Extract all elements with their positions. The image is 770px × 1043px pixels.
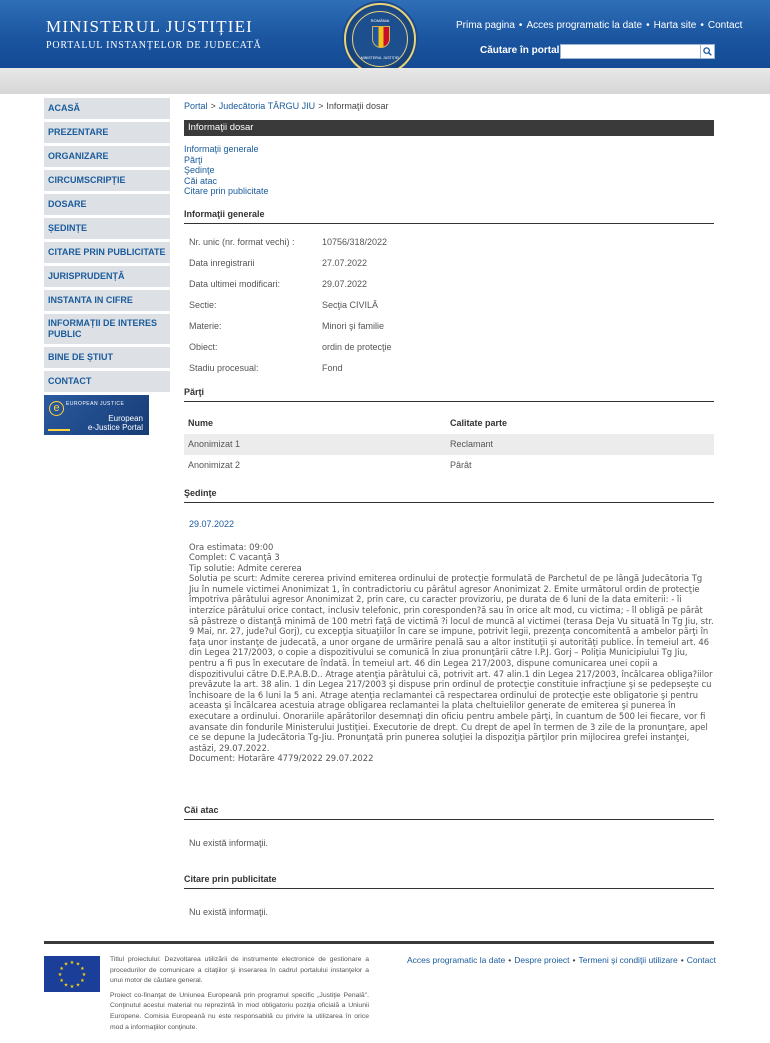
sidebar-item-prezentare[interactable]: PREZENTARE <box>44 122 170 143</box>
top-nav <box>456 20 742 31</box>
info-value: 29.07.2022 <box>322 279 368 289</box>
info-label: Materie: <box>189 321 222 331</box>
footer-divider <box>44 941 714 944</box>
info-value: 27.07.2022 <box>322 258 368 268</box>
breadcrumb-judecatoria[interactable]: Judecătoria TÂRGU JIU <box>218 101 316 111</box>
ejustice-line1: European <box>108 414 143 423</box>
sidebar-item-bine-de-stiut[interactable]: BINE DE ȘTIUT <box>44 347 170 368</box>
cai-atac-empty-text: Nu există informaţii. <box>189 837 269 848</box>
info-label: Data inregistrarii <box>189 258 255 268</box>
emblem-bottom-text: MINISTERUL JUSTIȚIEI <box>360 56 400 60</box>
info-value: Secţia CIVILĂ <box>322 300 379 310</box>
site-subtitle: PORTALUL INSTANȚELOR DE JUDECATĂ <box>46 40 262 51</box>
svg-text:★: ★ <box>69 960 75 966</box>
svg-text:★: ★ <box>80 978 85 984</box>
table-row <box>184 455 714 476</box>
anchor-citare[interactable]: Citare prin publicitate <box>184 186 269 196</box>
breadcrumb-current: Informaţii dosar <box>326 101 389 111</box>
site-header <box>0 0 770 68</box>
svg-text:★: ★ <box>59 978 64 984</box>
sidebar-nav <box>44 98 170 435</box>
anchor-parti[interactable]: Părţi <box>184 154 203 165</box>
site-title[interactable]: MINISTERUL JUSTIȚIEI <box>46 17 254 36</box>
info-label: Stadiu procesual: <box>189 363 259 373</box>
info-value: ordin de protecţie <box>322 342 392 352</box>
party-role: Reclamant <box>446 434 714 455</box>
nav-acces-programatic[interactable]: Acces programatic la date <box>526 20 643 31</box>
breadcrumb-separator: > <box>318 101 324 111</box>
parti-table <box>184 412 714 476</box>
info-row <box>184 232 714 253</box>
sidebar-item-sedinte[interactable]: ȘEDINȚE <box>44 218 170 239</box>
search-label: Căutare în portal <box>480 45 560 56</box>
citare-empty-text: Nu există informaţii. <box>189 906 269 917</box>
section-title-sedinte: Şedinţe <box>184 488 714 503</box>
ministry-emblem-logo[interactable] <box>344 3 416 75</box>
sidebar-item-instanta-in-cifre[interactable]: INSTANTA IN CIFRE <box>44 290 170 311</box>
breadcrumb-separator: > <box>210 101 216 111</box>
footer-project-title: Titlul proiectului: Dezvoltarea utilizării de instrumente electronice de gestionare a procedurilor de comunicare a citaţiilor şi inserarea în cadrul portalului instanţelor a unui motor de căutare general. <box>110 956 369 985</box>
page-title: Informaţii dosar <box>184 120 714 136</box>
search-icon <box>703 47 712 56</box>
footer-link-termeni[interactable]: Termeni şi condiţii utilizare <box>578 955 678 965</box>
info-label: Obiect: <box>189 342 218 352</box>
section-title-citare: Citare prin publicitate <box>184 874 714 889</box>
nav-separator: • <box>700 20 704 31</box>
svg-text:★: ★ <box>69 984 75 990</box>
section-title-cai-atac: Căi atac <box>184 805 714 820</box>
sedinta-ora: Ora estimata: 09:00 <box>189 541 274 552</box>
party-role: Pârât <box>450 460 472 470</box>
footer-link-acces-programatic[interactable]: Acces programatic la date <box>407 955 506 965</box>
info-row <box>184 358 714 379</box>
sidebar-item-dosare[interactable]: DOSARE <box>44 194 170 215</box>
info-row <box>184 253 714 274</box>
scales-icon <box>48 421 70 431</box>
coat-of-arms-icon <box>372 26 390 48</box>
info-row <box>184 274 714 295</box>
ejustice-portal-banner[interactable] <box>44 395 149 435</box>
footer-separator: • <box>572 955 576 965</box>
info-label: Data ultimei modificari: <box>189 279 281 289</box>
svg-text:★: ★ <box>75 982 81 989</box>
sidebar-item-circumscriptie[interactable]: CIRCUMSCRIPȚIE <box>44 170 170 191</box>
nav-prima-pagina[interactable]: Prima pagina <box>456 20 515 31</box>
search-input[interactable] <box>560 44 701 59</box>
svg-text:★: ★ <box>75 961 81 968</box>
nav-separator: • <box>646 20 650 31</box>
sidebar-item-organizare[interactable]: ORGANIZARE <box>44 146 170 167</box>
sidebar-item-acasa[interactable]: ACASĂ <box>44 98 170 119</box>
emblem-ring <box>352 11 408 67</box>
footer-link-contact[interactable]: Contact <box>686 955 717 965</box>
party-name: Anonimizat 2 <box>188 460 241 470</box>
sidebar-item-contact[interactable]: CONTACT <box>44 371 170 392</box>
info-row <box>184 337 714 358</box>
info-value: 10756/318/2022 <box>322 237 388 247</box>
svg-text:★: ★ <box>80 966 85 972</box>
info-label: Sectie: <box>189 300 217 310</box>
ejustice-top-text: EUROPEAN JUSTICE <box>66 401 125 407</box>
table-row <box>184 434 714 455</box>
sedinta-details <box>189 542 714 764</box>
ejustice-line2: e-Justice Portal <box>87 423 143 432</box>
eu-flag-icon <box>44 956 100 992</box>
breadcrumb-portal[interactable]: Portal <box>184 101 208 111</box>
footer-link-despre-proiect[interactable]: Despre proiect <box>514 955 570 965</box>
footer-project-text <box>110 955 369 1033</box>
anchor-informatii-generale[interactable]: Informaţii generale <box>184 144 259 154</box>
section-title-parti: Părţi <box>184 387 714 402</box>
header-stripe <box>0 68 770 94</box>
column-header-calitate: Calitate parte <box>450 417 508 428</box>
sedinta-tip-solutie: Tip solutie: Admite cererea <box>189 562 302 573</box>
nav-contact[interactable]: Contact <box>707 20 743 31</box>
anchor-cai-atac[interactable]: Căi atac <box>184 175 218 186</box>
footer-links <box>407 955 716 965</box>
party-name: Anonimizat 1 <box>184 434 446 455</box>
column-header-nume: Nume <box>188 417 214 428</box>
svg-text:★: ★ <box>59 966 64 972</box>
sidebar-item-citare[interactable]: CITARE PRIN PUBLICITATE <box>44 242 170 263</box>
emblem-top-text: ROMÂNIA <box>370 18 390 23</box>
section-title-informatii-generale: Informaţii generale <box>184 209 714 224</box>
footer-separator: • <box>508 955 512 965</box>
sedinta-solutia: Solutia pe scurt: Admite cererea privind emiterea ordinului de protecţie formulată de Parchetul de pe lângă Judecătoria Tg Jiu în numele victimei Anonimizat 1, în contradictoriu cu pârâtul agresor Anonimizat 2. Emite următorul ordin de protecţie împotriva pârâtului agresor Anonimizat 2, prin care, cu caracter provizoriu, pe durata de 6 luni de la data emiterii: - îi interzice pârâtului orice contact, inclusiv telefonic, prin coresponden?ă sau în orice alt mod, cu victima; - îl obligă pe pârât să păstreze o distanţă minimă de 100 metri faţă de victimă ?i locul de muncă al victimei (terasa Deja Vu situată în Tg Jiu, str. 9 Mai, nr. 27, jude?ul Gorj), cu excepţia situaţiilor în care se impune, potrivit legii, prezenţa concomitentă a ambelor părţi în faţa unor instanţe de judecată, a unor organe de urmărire penală sau a altor instituţii şi autorităţi publice. În temeiul art. 46 din Legea 217/2003, o copie a dispozitivului se comunică în ziua pronunţării către I.P.J. Gorj – Poliţia Municipiului Tg Jiu, pentru a fi pus în executare de îndată. În temeiul art. 46 din Legea 217/2003, dispune comunicarea unei copii a dispozitivului către D.E.P.A.B.D.. Atrage atenţia pârâtului că, potrivit art. 47 alin.1 din Legea 217/2003, încălcarea obliga?iilor prevăzute la art. 38 alin. 1 din Legea 217/2003 şi dispuse prin ordinul de protecţie constituie infracţiune şi se pedepseşte cu închisoare de la 6 luni la 5 ani. Atrage atenţia reclamantei că respectarea ordinului de protecţie este obligatorie şi pentru aceasta şi încălcarea acestuia atrage obligarea reclamantei la plata cheltuielilor generate de emiterea şi punerea în executare a ordinului. Onorariile apărătorilor desemnaţi din oficiu pentru ambele părţi, în cuantum de 500 lei fiecare, vor fi avansate din fondurile Ministerului Justiţiei. Executorie de drept. Cu drept de apel în termen de 3 zile de la pronunţare, apel ce se depune la Judecătoria Tg-Jiu. Pronunţată prin punerea soluţiei la dispoziţia părţilor prin mijlocirea grefei instanţei, astăzi, 29.07.2022. <box>189 573 714 753</box>
eu-stars-icon <box>44 956 100 992</box>
info-value: Fond <box>322 363 343 373</box>
table-header-row <box>184 412 714 434</box>
general-info-table <box>184 232 714 379</box>
nav-separator: • <box>518 20 523 31</box>
ejustice-e-icon: e <box>49 401 64 416</box>
info-row <box>184 316 714 337</box>
anchor-sedinte[interactable]: Şedinţe <box>184 165 215 175</box>
sedinta-document: Document: Hotarâre 4779/2022 29.07.2022 <box>189 753 374 764</box>
svg-text:★: ★ <box>81 972 87 978</box>
svg-text:★: ★ <box>63 982 69 989</box>
main-content <box>184 98 714 917</box>
section-anchor-links <box>184 144 714 197</box>
footer-cofinance-text: Proiect co-finanţat de Uniunea Europeană prin programul specific „Justiţie Penală". Conţinutul acestui material nu reprezintă în mod obligatoriu poziţia oficială a Uniunii Europene. Comisia Europeană nu este responsabilă cu privire la utilizarea în orice mod a informaţiilor conţinute. <box>110 991 369 1031</box>
search-button[interactable] <box>700 44 715 59</box>
sidebar-item-informatii-interes-public[interactable]: INFORMAȚII DE INTERES PUBLIC <box>44 314 170 344</box>
nav-harta-site[interactable]: Harta site <box>653 20 697 31</box>
breadcrumb <box>184 98 714 114</box>
info-label: Nr. unic (nr. format vechi) : <box>189 237 295 247</box>
footer-separator: • <box>680 955 684 965</box>
info-value: Minori şi familie <box>322 321 385 331</box>
sedinta-date: 29.07.2022 <box>189 518 235 529</box>
sidebar-item-jurisprudenta[interactable]: JURISPRUDENȚĂ <box>44 266 170 287</box>
info-row <box>184 295 714 316</box>
svg-text:★: ★ <box>57 972 63 978</box>
svg-text:★: ★ <box>63 961 69 968</box>
sedinta-complet: Complet: C vacanţă 3 <box>189 552 280 563</box>
